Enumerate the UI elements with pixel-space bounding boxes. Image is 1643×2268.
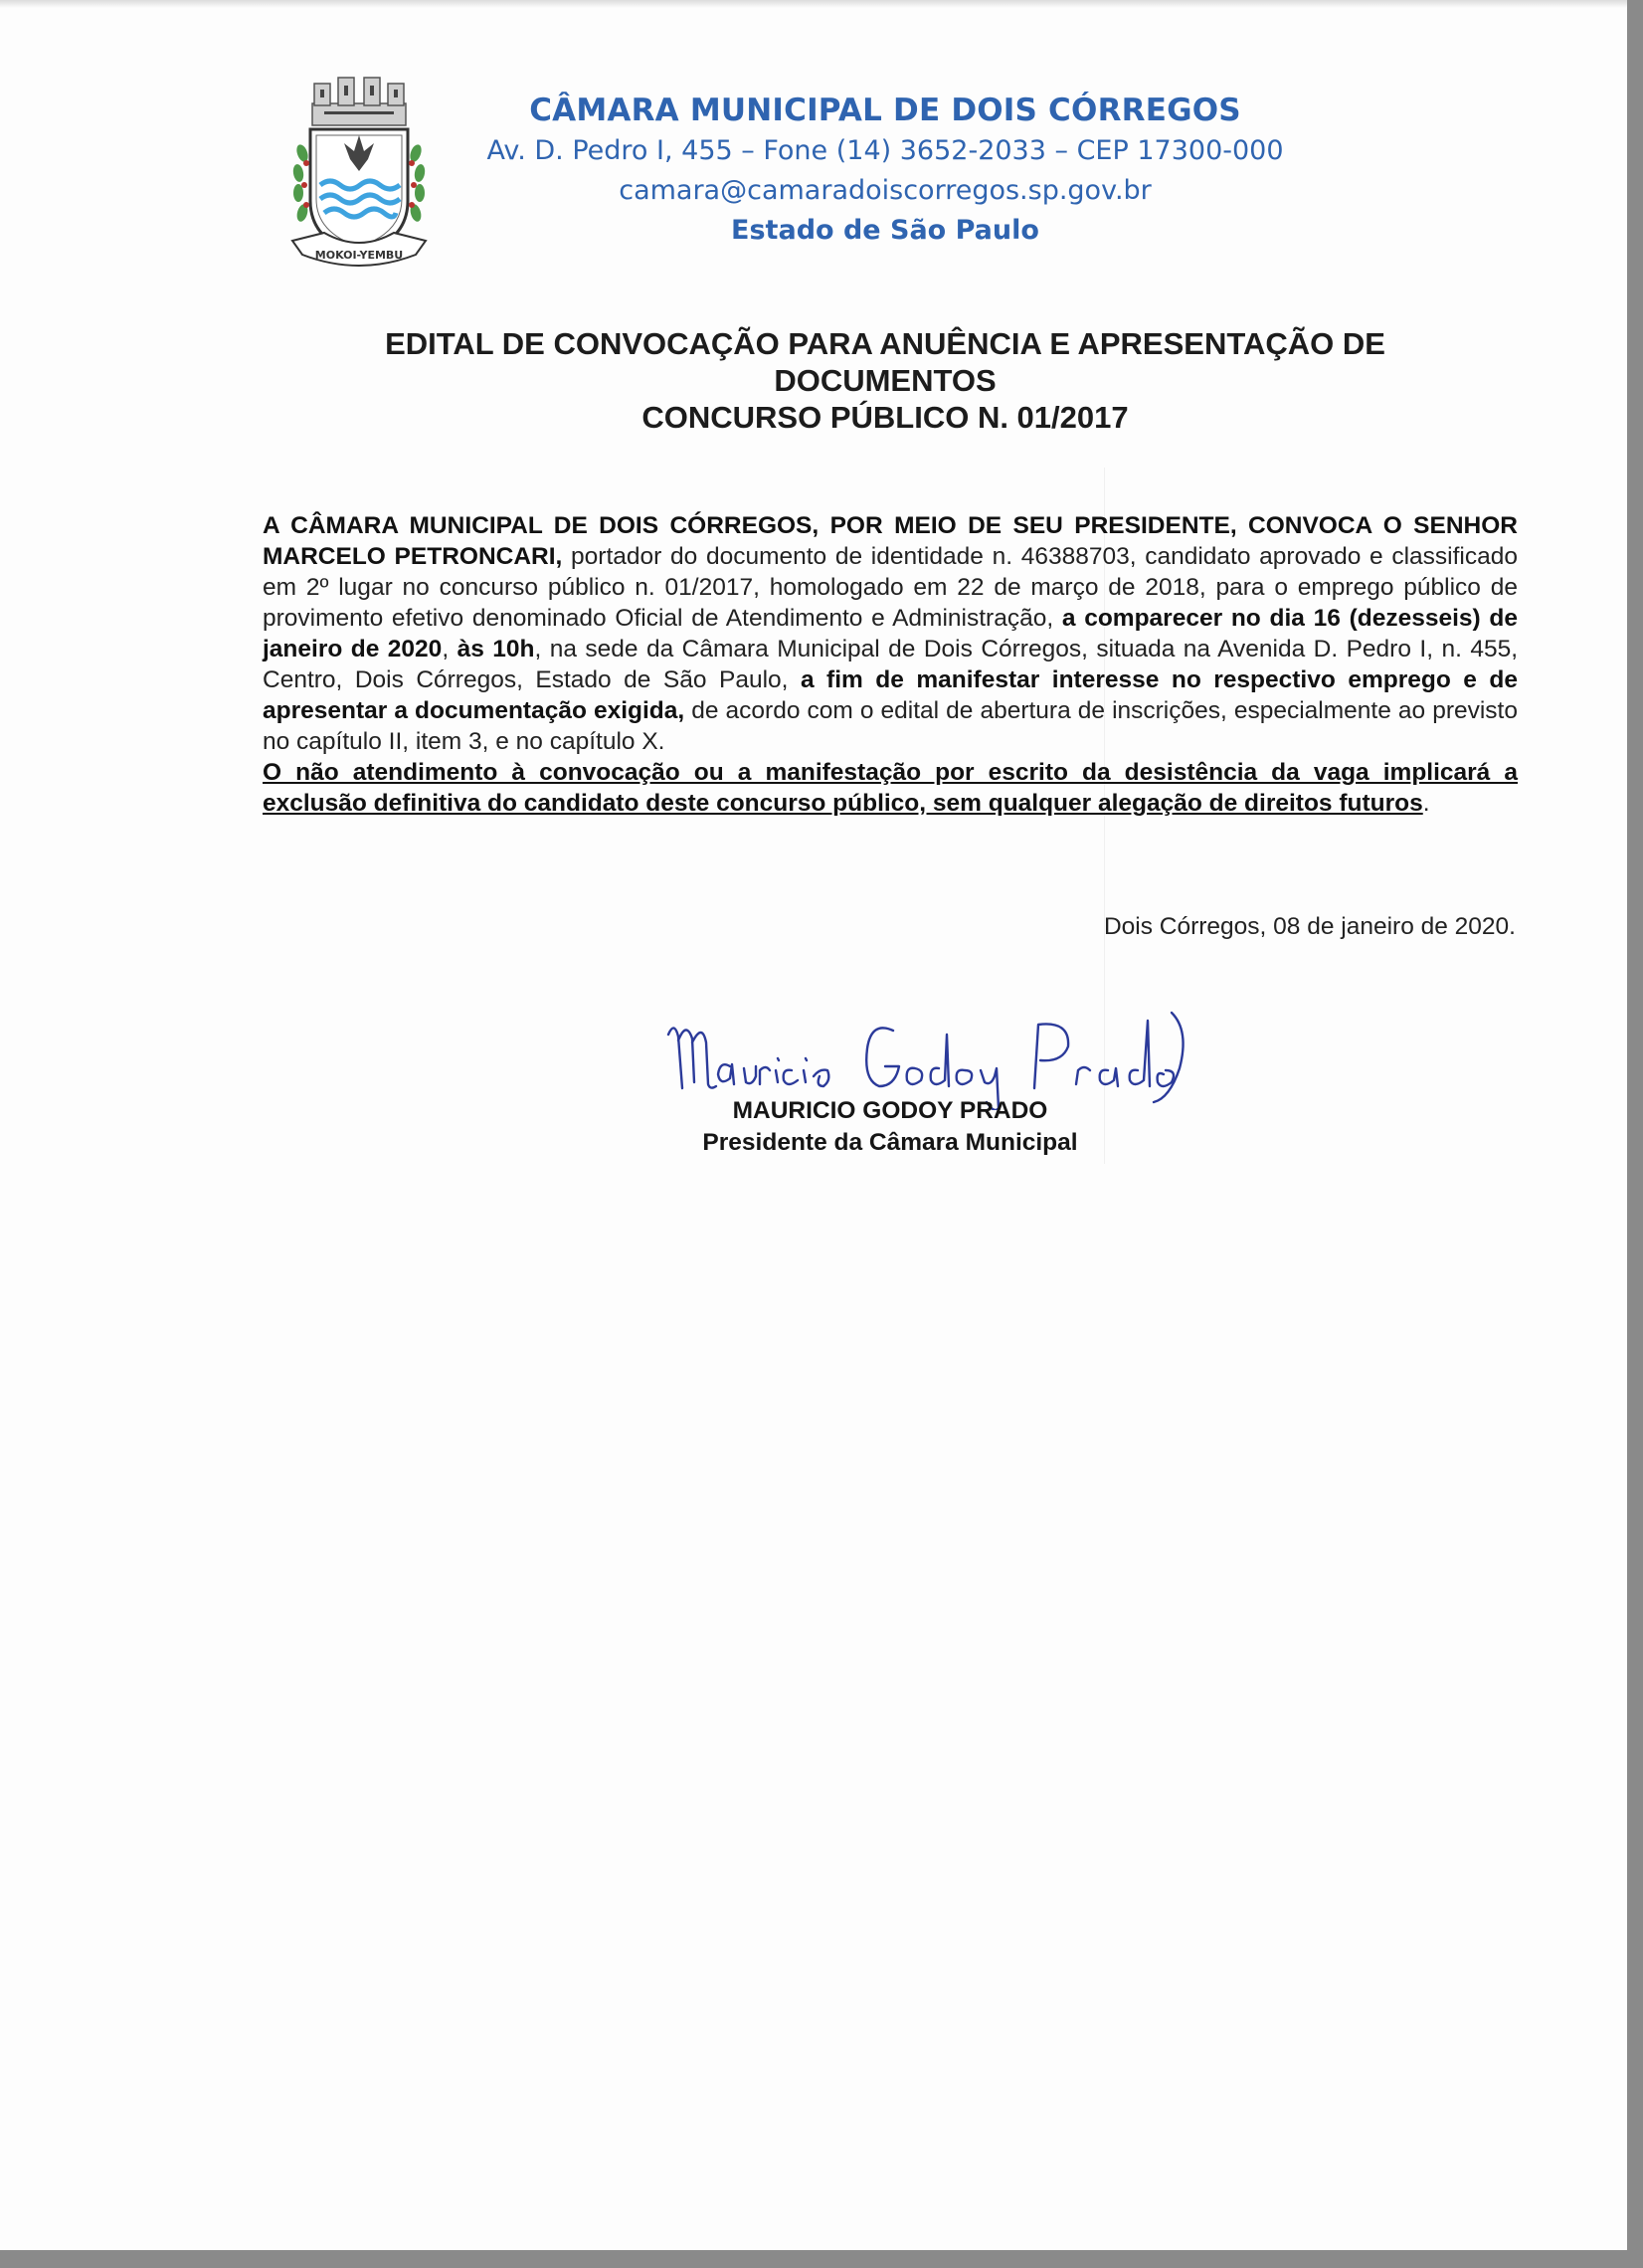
signer-block — [577, 1095, 1203, 1159]
letterhead — [438, 90, 1333, 251]
body-text-3: , na sede da Câmara Municipal de Dois Córregos, situada na Avenida D. Pedro I, n. 455, Centro, Dois Córregos, Estado de São Paulo, — [263, 636, 1518, 693]
notice-paragraph — [263, 759, 1518, 817]
notice-text: O não atendimento à convocação ou a manifestação por escrito da desistência da vaga implicará a exclusão definitiva do candidato deste concurso público, sem qualquer alegação de direitos futuros — [263, 759, 1518, 817]
signer-name: MAURICIO GODOY PRADO — [732, 1097, 1048, 1124]
signer-role: Presidente da Câmara Municipal — [702, 1129, 1078, 1156]
date-bold: a comparecer no dia 16 (dezesseis) de janeiro de 2020 — [263, 605, 1518, 662]
chamber-name: CÂMARA MUNICIPAL DE DOIS CÓRREGOS — [529, 93, 1241, 128]
chamber-state: Estado de São Paulo — [731, 215, 1039, 246]
chamber-email: camara@camaradoiscorregos.sp.gov.br — [619, 175, 1152, 206]
municipal-crest-icon — [284, 74, 434, 283]
title-line-3: CONCURSO PÚBLICO N. 01/2017 — [641, 400, 1129, 435]
crest-motto: MOKOI-YEMBU — [314, 249, 404, 262]
purpose-bold: a fim de manifestar interesse no respectivo emprego e de apresentar a documentação exigida, — [263, 666, 1518, 724]
intro-bold: A CÂMARA MUNICIPAL DE DOIS CÓRREGOS, POR MEIO DE SEU PRESIDENTE, CONVOCA O SENHOR MARCELO PETRONCARI, — [263, 512, 1518, 570]
notice-end: . — [1422, 790, 1430, 817]
body-text-2: , — [442, 636, 457, 662]
title-line-2: DOCUMENTOS — [774, 363, 997, 398]
convocation-paragraph — [263, 512, 1518, 755]
body-text-1: portador do documento de identidade n. 46388703, candidato aprovado e classificado em 2º lugar no concurso público n. 01/2017, homologado em 22 de março de 2018, para o emprego público de provimento efetivo denominado Oficial de Atendimento e Administração, — [263, 543, 1518, 632]
title-line-1: EDITAL DE CONVOCAÇÃO PARA ANUÊNCIA E APRESENTAÇÃO DE — [385, 326, 1385, 361]
handwritten-signature — [660, 991, 1197, 1110]
convocation-body — [263, 510, 1518, 819]
chamber-address: Av. D. Pedro I, 455 – Fone (14) 3652-2033 – CEP 17300-000 — [486, 135, 1284, 166]
body-text-4: de acordo com o edital de abertura de inscrições, especialmente ao previsto no capítulo II, item 3, e no capítulo X. — [263, 697, 1518, 755]
place-date: Dois Córregos, 08 de janeiro de 2020. — [1103, 913, 1516, 940]
document-title — [259, 325, 1512, 436]
scan-edge — [0, 0, 1627, 8]
time-bold: às 10h — [456, 636, 535, 662]
